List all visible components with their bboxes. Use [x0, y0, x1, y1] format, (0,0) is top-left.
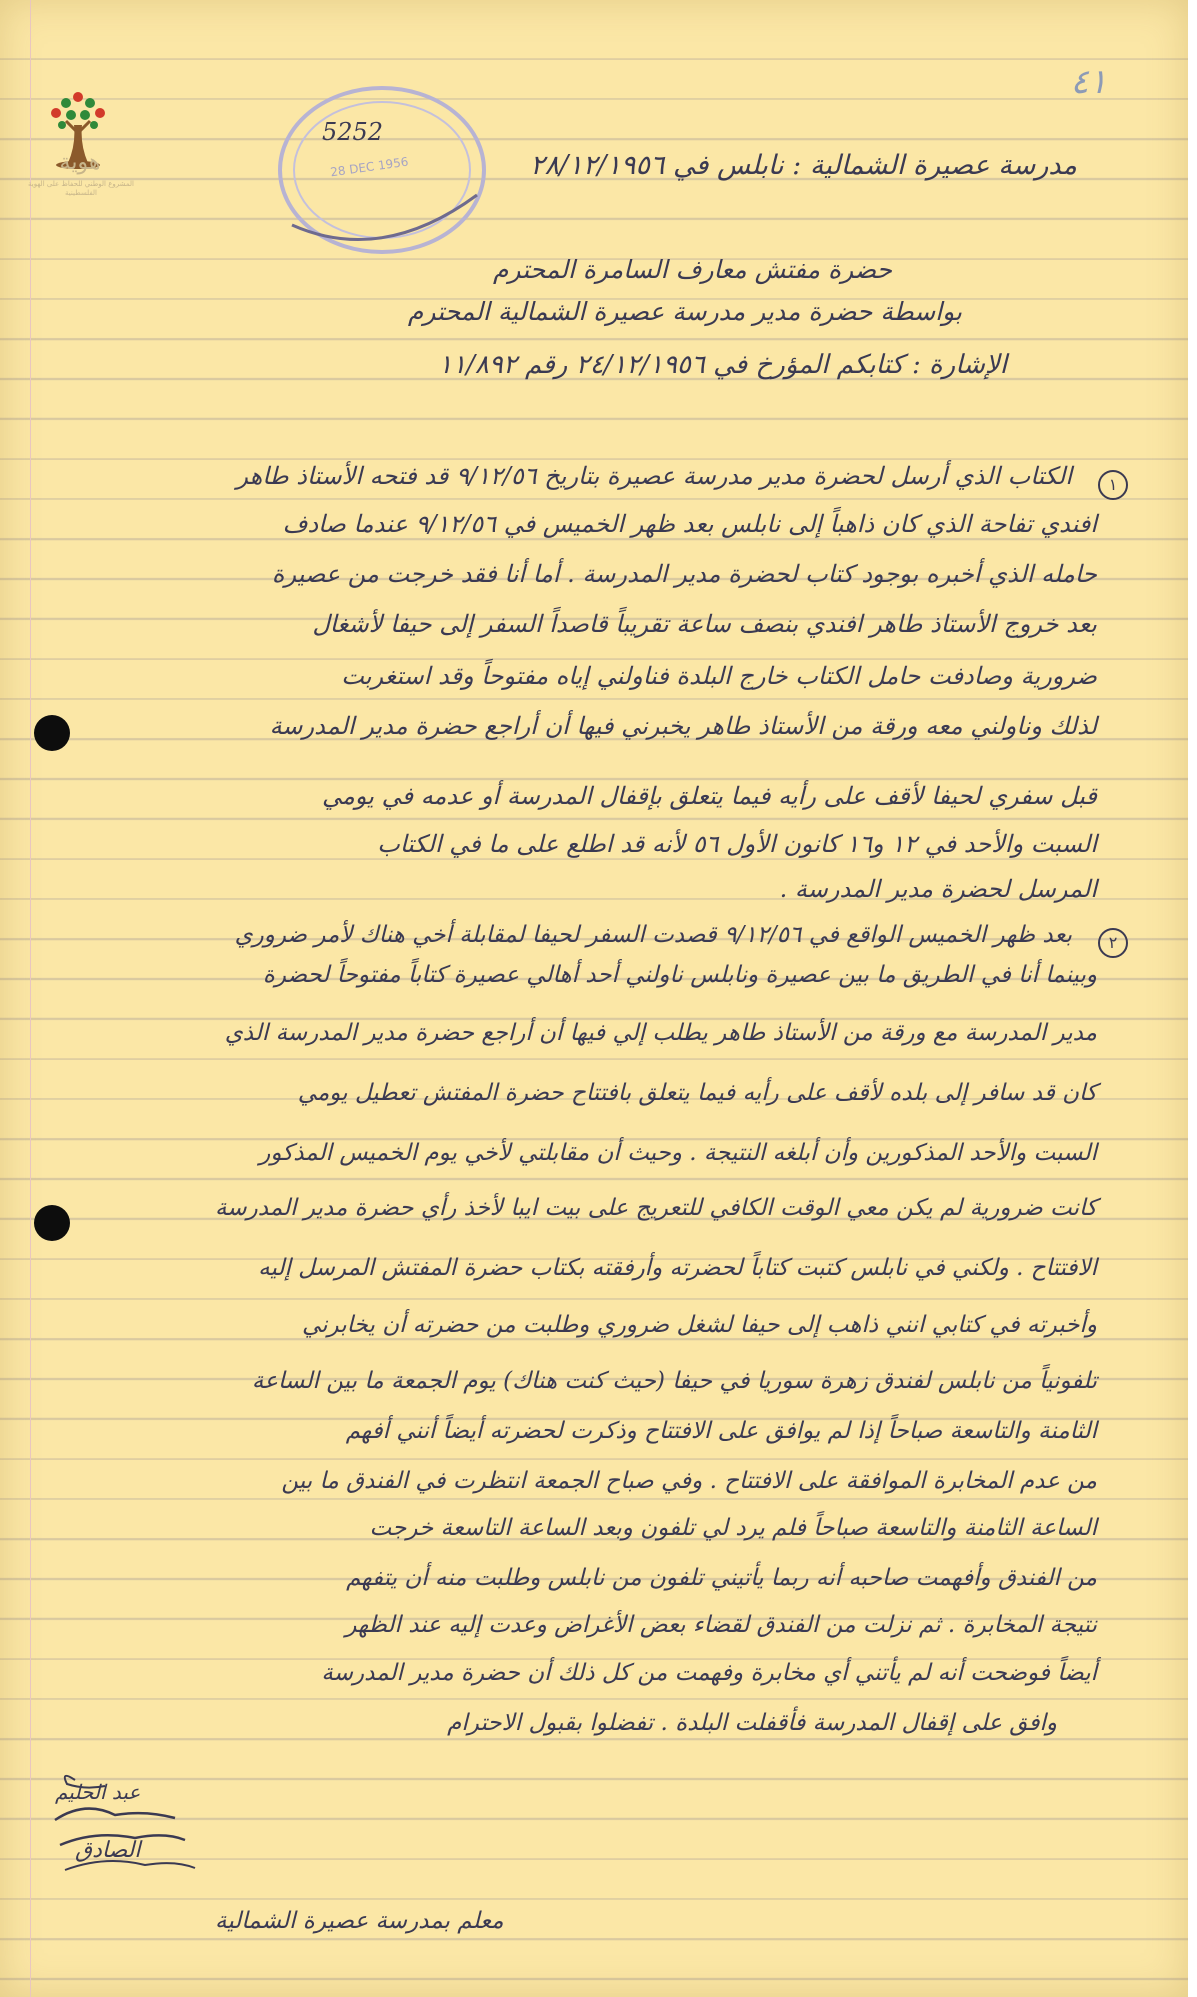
p2-line: الافتتاح . ولكني في نابلس كتبت كتاباً لحضرته وأرفقته بكتاب حضرة المفتش المرسل إليه	[258, 1255, 1097, 1281]
p1-line: ضرورية وصادفت حامل الكتاب خارج البلدة فناولني إياه مفتوحاً وقد استغربت	[341, 662, 1097, 690]
school-and-date: مدرسة عصيرة الشمالية : نابلس في ٢٨/١٢/١٩٥٦	[530, 150, 1077, 181]
p2-line: وافق على إقفال المدرسة فأقفلت البلدة . تفضلوا بقبول الاحترام	[447, 1710, 1057, 1736]
paragraph-1-number: ١	[1098, 470, 1128, 500]
ink-blot	[34, 715, 70, 751]
p2-line: وأخبرته في كتابي انني ذاهب إلى حيفا لشغل ضروري وطلبت من حضرته أن يخابرني	[301, 1312, 1097, 1338]
logo-title: هوية	[59, 150, 101, 175]
page-edge	[1188, 0, 1197, 1997]
p2-line: نتيجة المخابرة . ثم نزلت من الفندق لقضاء بعض الأغراض وعدت إليه عند الظهر	[345, 1612, 1097, 1638]
addressee-line: حضرة مفتش معارف السامرة المحترم	[492, 255, 892, 284]
p2-line: الثامنة والتاسعة صباحاً إذا لم يوافق على الافتتاح وذكرت لحضرته أيضاً أنني أفهم	[345, 1418, 1097, 1444]
p1-line: المرسل لحضرة مدير المدرسة .	[779, 875, 1097, 903]
p2-line: بعد ظهر الخميس الواقع في ٩/١٢/٥٦ قصدت السفر لحيفا لمقابلة أخي هناك لأمر ضروري	[234, 922, 1072, 948]
p1-line: لذلك وناولني معه ورقة من الأستاذ طاهر يخبرني فيها أن أراجع حضرة مدير المدرسة	[269, 712, 1097, 740]
p1-line: السبت والأحد في ١٢ و١٦ كانون الأول ٥٦ لأنه قد اطلع على ما في الكتاب	[377, 830, 1097, 858]
p2-line: مدير المدرسة مع ورقة من الأستاذ طاهر يطلب إلي فيها أن أراجع حضرة مدير المدرسة الذي	[224, 1020, 1097, 1046]
heritage-tree-logo	[38, 50, 118, 200]
p1-line: قبل سفري لحيفا لأقف على رأيه فيما يتعلق بإقفال المدرسة أو عدمه في يومي	[322, 782, 1097, 810]
p2-line: تلفونياً من نابلس لفندق زهرة سوريا في حيفا (حيث كنت هناك) يوم الجمعة ما بين الساعة	[251, 1368, 1097, 1394]
via-line: بواسطة حضرة مدير مدرسة عصيرة الشمالية المحترم	[407, 297, 962, 326]
logo-caption: المشروع الوطني للحفاظ على الهوية الفلسطينية	[28, 180, 134, 197]
p2-line: من الفندق وأفهمت صاحبه أنه ربما يأتيني تلفون من نابلس وطلبت منه أن يتفهم	[346, 1565, 1097, 1591]
p2-line: أيضاً فوضحت أنه لم يأتني أي مخابرة وفهمت من كل ذلك أن حضرة مدير المدرسة	[321, 1660, 1097, 1686]
signature-surname: الصادق	[75, 1838, 141, 1863]
p1-line: الكتاب الذي أرسل لحضرة مدير مدرسة عصيرة بتاريخ ٩/١٢/٥٦ قد فتحه الأستاذ طاهر	[236, 462, 1072, 490]
p2-line: من عدم المخابرة الموافقة على الافتتاح . وفي صباح الجمعة انتظرت في الفندق ما بين	[281, 1468, 1097, 1494]
reference-line: الإشارة : كتابكم المؤرخ في ٢٤/١٢/١٩٥٦ رقم ١١/٨٩٢	[438, 350, 1007, 380]
stamp-date: 28 DEC 1956	[329, 154, 410, 180]
signature-title: معلم بمدرسة عصيرة الشمالية	[215, 1908, 504, 1934]
p2-line: كان قد سافر إلى بلده لأقف على رأيه فيما يتعلق بافتتاح حضرة المفتش تعطيل يومي	[297, 1080, 1097, 1106]
p1-line: افندي تفاحة الذي كان ذاهباً إلى نابلس بعد ظهر الخميس في ٩/١٢/٥٦ عندما صادف	[282, 510, 1097, 538]
margin-rule	[30, 0, 31, 1997]
p1-line: حامله الذي أخبره بوجود كتاب لحضرة مدير المدرسة . أما أنا فقد خرجت من عصيرة	[271, 560, 1097, 588]
page-number: ٤١	[1070, 62, 1107, 102]
p2-line: السبت والأحد المذكورين وأن أبلغه النتيجة . وحيث أن مقابلتي لأخي يوم الخميس المذكور	[259, 1140, 1097, 1166]
ink-blot	[34, 1205, 70, 1241]
p2-line: وبينما أنا في الطريق ما بين عصيرة ونابلس ناولني أحد أهالي عصيرة كتاباً مفتوحاً لحضرة	[262, 962, 1097, 988]
signature-name: عبد الحليم	[55, 1780, 141, 1804]
stamp-number: 5252	[322, 118, 384, 146]
p1-line: بعد خروج الأستاذ طاهر افندي بنصف ساعة تقريباً قاصداً السفر إلى حيفا لأشغال	[312, 610, 1097, 638]
p2-line: الساعة الثامنة والتاسعة صباحاً فلم يرد لي تلفون وبعد الساعة التاسعة خرجت	[369, 1515, 1097, 1541]
paragraph-2-number: ٢	[1098, 928, 1128, 958]
p2-line: كانت ضرورية لم يكن معي الوقت الكافي للتعريج على بيت ايبا لأخذ رأي حضرة مدير المدرسة	[215, 1195, 1097, 1221]
